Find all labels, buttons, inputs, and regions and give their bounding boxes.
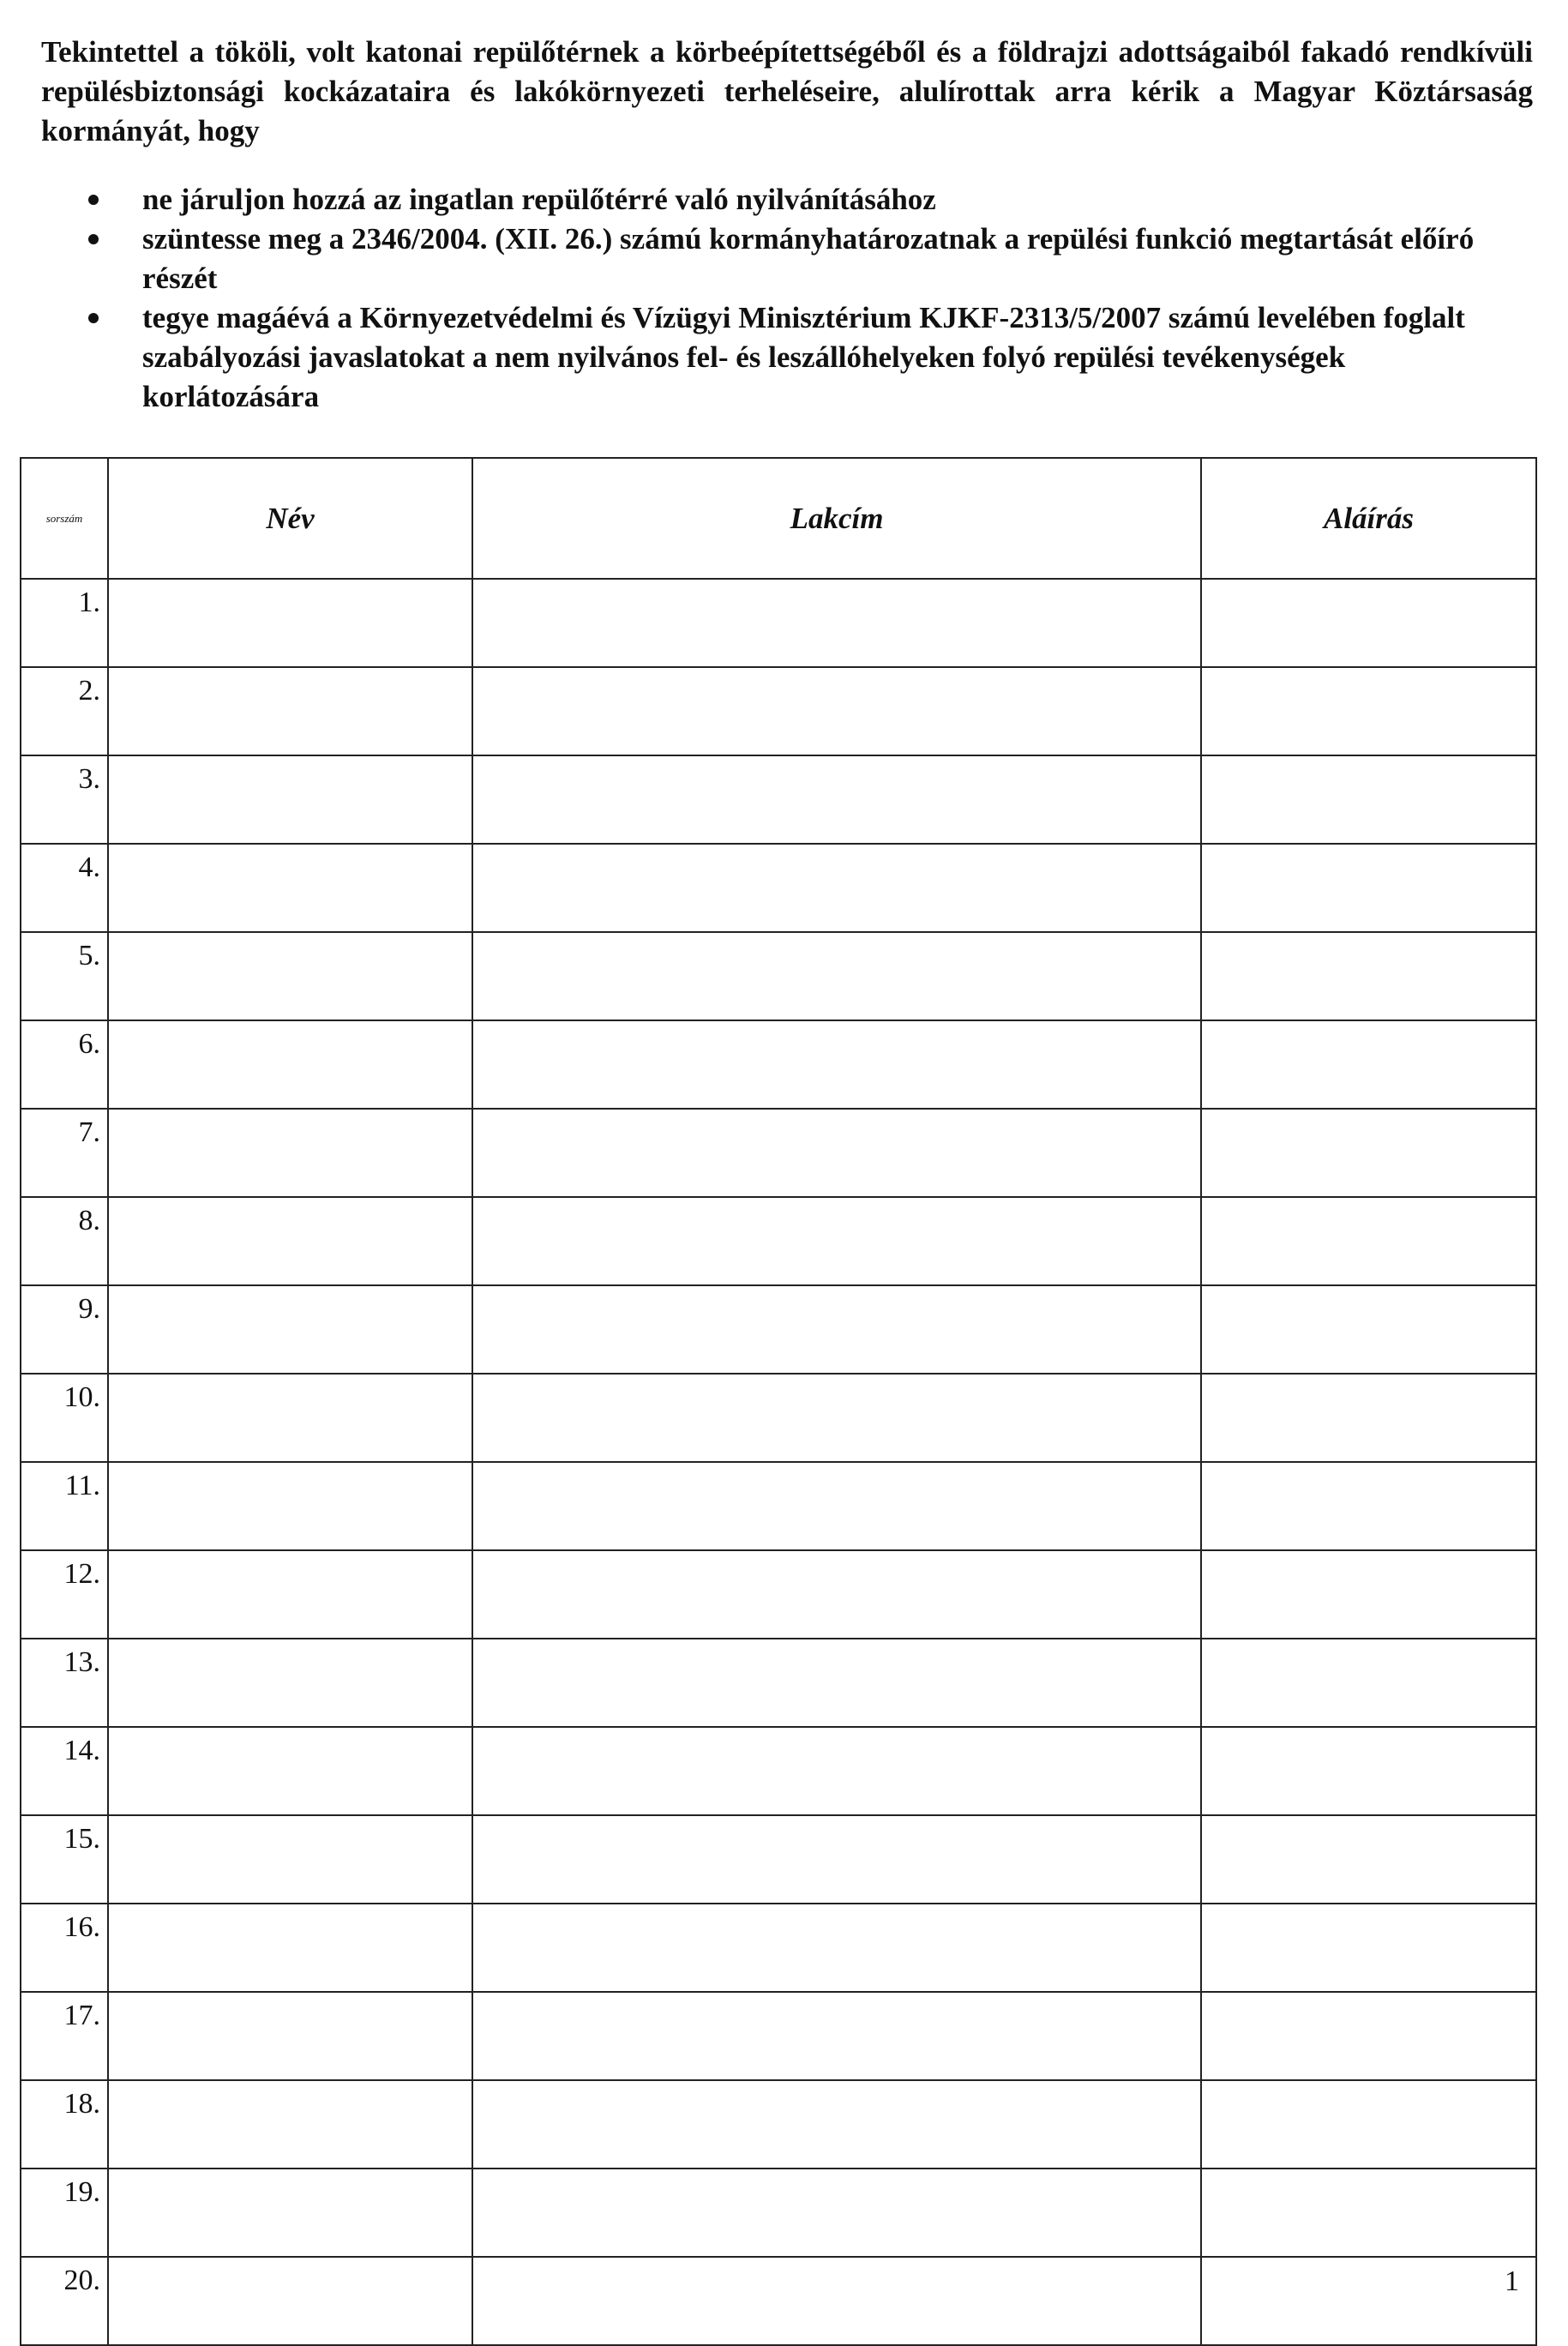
address-cell[interactable] — [472, 1904, 1201, 1992]
header-number: sorszám — [21, 458, 108, 579]
row-number: 1. — [21, 579, 108, 667]
signature-cell[interactable] — [1201, 1904, 1536, 1992]
signature-cell[interactable] — [1201, 579, 1536, 667]
address-cell[interactable] — [472, 2257, 1201, 2345]
row-number: 6. — [21, 1020, 108, 1109]
address-cell[interactable] — [472, 755, 1201, 844]
address-cell[interactable] — [472, 1550, 1201, 1639]
name-cell[interactable] — [108, 755, 472, 844]
row-number: 10. — [21, 1374, 108, 1462]
page-number: 1 — [1505, 2265, 1519, 2297]
signature-cell[interactable] — [1201, 667, 1536, 755]
row-number: 15. — [21, 1815, 108, 1904]
signature-cell[interactable] — [1201, 1639, 1536, 1727]
address-cell[interactable] — [472, 1109, 1201, 1197]
table-row — [21, 755, 1536, 844]
demands-list — [0, 180, 1509, 417]
row-number: 11. — [21, 1462, 108, 1550]
header-name: Név — [108, 458, 472, 579]
name-cell[interactable] — [108, 1020, 472, 1109]
row-number: 9. — [21, 1285, 108, 1374]
signature-cell[interactable] — [1201, 932, 1536, 1020]
signature-cell[interactable] — [1201, 2080, 1536, 2169]
name-cell[interactable] — [108, 2257, 472, 2345]
demand-text: tegye magáévá a Környezetvédelmi és Vízügyi Minisztérium KJKF-2313/5/2007 számú levelében foglalt szabályozási javaslatokat a nem nyilvános fel- és leszállóhelyeken folyó repülési tevékenységek korlátozására — [142, 301, 1465, 413]
table-row — [21, 1639, 1536, 1727]
signature-cell[interactable] — [1201, 1815, 1536, 1904]
name-cell[interactable] — [108, 1285, 472, 1374]
table-row — [21, 1197, 1536, 1285]
row-number: 16. — [21, 1904, 108, 1992]
name-cell[interactable] — [108, 2169, 472, 2257]
bullet-icon — [88, 313, 99, 323]
address-cell[interactable] — [472, 844, 1201, 932]
address-cell[interactable] — [472, 1992, 1201, 2080]
name-cell[interactable] — [108, 1727, 472, 1815]
bullet-icon — [88, 234, 99, 244]
demand-text: ne járuljon hozzá az ingatlan repülőtérré való nyilvánításához — [142, 183, 936, 216]
table-row — [21, 2257, 1536, 2345]
table-row — [21, 1992, 1536, 2080]
petition-intro: Tekintettel a tököli, volt katonai repülőtérnek a körbeépítettségéből és a földrajzi adottságaiból fakadó rendkívüli repülésbiztonsági kockázataira és lakókörnyezeti terheléseire, alulírottak arra kérik a Magyar Köztársaság kormányát, hogy — [41, 35, 1533, 147]
address-cell[interactable] — [472, 1639, 1201, 1727]
address-cell[interactable] — [472, 1197, 1201, 1285]
signature-cell[interactable] — [1201, 844, 1536, 932]
table-row — [21, 1815, 1536, 1904]
name-cell[interactable] — [108, 1197, 472, 1285]
address-cell[interactable] — [472, 932, 1201, 1020]
table-row — [21, 667, 1536, 755]
address-cell[interactable] — [472, 1815, 1201, 1904]
header-signature: Aláírás — [1201, 458, 1536, 579]
demand-item — [0, 180, 1509, 220]
demand-text: szüntesse meg a 2346/2004. (XII. 26.) számú kormányhatározatnak a repülési funkció megtartását előíró részét — [142, 222, 1475, 295]
table-row — [21, 932, 1536, 1020]
name-cell[interactable] — [108, 932, 472, 1020]
name-cell[interactable] — [108, 1462, 472, 1550]
row-number: 14. — [21, 1727, 108, 1815]
demand-item — [0, 220, 1509, 298]
table-header-row — [21, 458, 1536, 579]
signature-table — [20, 457, 1537, 2346]
table-row — [21, 1020, 1536, 1109]
signature-cell[interactable] — [1201, 1285, 1536, 1374]
name-cell[interactable] — [108, 844, 472, 932]
address-cell[interactable] — [472, 579, 1201, 667]
address-cell[interactable] — [472, 2169, 1201, 2257]
signature-cell[interactable] — [1201, 755, 1536, 844]
table-row — [21, 1904, 1536, 1992]
address-cell[interactable] — [472, 1374, 1201, 1462]
name-cell[interactable] — [108, 579, 472, 667]
table-row — [21, 2169, 1536, 2257]
row-number: 3. — [21, 755, 108, 844]
table-row — [21, 1550, 1536, 1639]
address-cell[interactable] — [472, 1285, 1201, 1374]
row-number: 5. — [21, 932, 108, 1020]
table-row — [21, 844, 1536, 932]
table-row — [21, 2080, 1536, 2169]
name-cell[interactable] — [108, 1550, 472, 1639]
signature-cell[interactable] — [1201, 1020, 1536, 1109]
name-cell[interactable] — [108, 1904, 472, 1992]
row-number: 18. — [21, 2080, 108, 2169]
signature-cell[interactable] — [1201, 1727, 1536, 1815]
name-cell[interactable] — [108, 667, 472, 755]
signature-cell[interactable] — [1201, 1197, 1536, 1285]
row-number: 20. — [21, 2257, 108, 2345]
table-row — [21, 579, 1536, 667]
signature-cell[interactable] — [1201, 1109, 1536, 1197]
row-number: 4. — [21, 844, 108, 932]
row-number: 7. — [21, 1109, 108, 1197]
name-cell[interactable] — [108, 2080, 472, 2169]
signature-cell[interactable] — [1201, 1374, 1536, 1462]
name-cell[interactable] — [108, 1992, 472, 2080]
bullet-icon — [88, 195, 99, 205]
name-cell[interactable] — [108, 1639, 472, 1727]
table-row — [21, 1374, 1536, 1462]
table-row — [21, 1727, 1536, 1815]
row-number: 19. — [21, 2169, 108, 2257]
table-row — [21, 1109, 1536, 1197]
row-number: 17. — [21, 1992, 108, 2080]
address-cell[interactable] — [472, 2080, 1201, 2169]
address-cell[interactable] — [472, 667, 1201, 755]
name-cell[interactable] — [108, 1109, 472, 1197]
signature-cell[interactable] — [1201, 2257, 1536, 2345]
row-number: 8. — [21, 1197, 108, 1285]
signature-cell[interactable] — [1201, 2169, 1536, 2257]
table-row — [21, 1462, 1536, 1550]
header-address: Lakcím — [472, 458, 1201, 579]
name-cell[interactable] — [108, 1374, 472, 1462]
row-number: 2. — [21, 667, 108, 755]
signature-cell[interactable] — [1201, 1550, 1536, 1639]
signature-cell[interactable] — [1201, 1462, 1536, 1550]
address-cell[interactable] — [472, 1462, 1201, 1550]
signature-cell[interactable] — [1201, 1992, 1536, 2080]
row-number: 12. — [21, 1550, 108, 1639]
table-body — [21, 579, 1536, 2345]
table-row — [21, 1285, 1536, 1374]
address-cell[interactable] — [472, 1727, 1201, 1815]
demand-item — [0, 298, 1509, 417]
name-cell[interactable] — [108, 1815, 472, 1904]
row-number: 13. — [21, 1639, 108, 1727]
address-cell[interactable] — [472, 1020, 1201, 1109]
